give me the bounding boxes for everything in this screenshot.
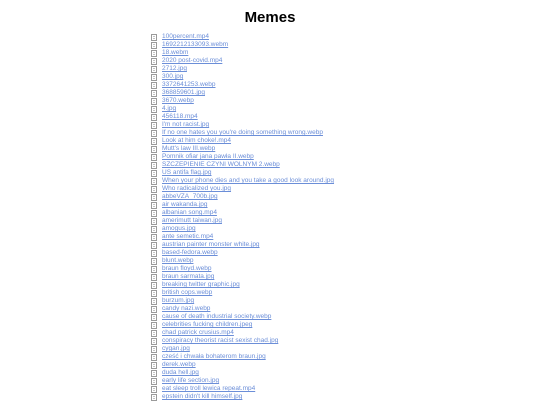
list-item	[151, 185, 334, 193]
list-item	[151, 145, 334, 153]
list-item	[151, 121, 334, 129]
list-item	[151, 225, 334, 233]
list-item	[151, 129, 334, 137]
list-item	[151, 313, 334, 321]
file-link[interactable]: based-fedora.webp	[162, 249, 218, 256]
file-icon	[151, 226, 157, 233]
file-link[interactable]: epstein didn't kill himself.jpg	[162, 393, 243, 400]
list-item	[151, 305, 334, 313]
file-icon	[151, 154, 157, 161]
file-icon	[151, 122, 157, 129]
list-item	[151, 73, 334, 81]
file-icon	[151, 74, 157, 81]
file-link[interactable]: conspiracy theorist racist sexist chad.jpg	[162, 337, 279, 344]
list-item	[151, 337, 334, 345]
list-item	[151, 137, 334, 145]
file-icon	[151, 162, 157, 169]
list-item	[151, 297, 334, 305]
list-item	[151, 249, 334, 257]
file-icon	[151, 82, 157, 89]
file-icon	[151, 202, 157, 209]
file-link[interactable]: SZCZEPIENIE CZYNI WOLNYM 2.webp	[162, 161, 280, 168]
file-link[interactable]: breaking twitter graphic.jpg	[162, 281, 240, 288]
file-link[interactable]: cześć i chwała bohaterom braun.jpg	[162, 353, 266, 360]
list-item	[151, 57, 334, 65]
file-icon	[151, 338, 157, 345]
file-link[interactable]: 100percent.mp4	[162, 33, 209, 40]
list-item	[151, 105, 334, 113]
file-icon	[151, 386, 157, 393]
file-link[interactable]: cause of death industrial society.webp	[162, 313, 272, 320]
list-item	[151, 377, 334, 385]
file-icon	[151, 354, 157, 361]
list-item	[151, 385, 334, 393]
file-icon	[151, 114, 157, 121]
file-icon	[151, 330, 157, 337]
file-icon	[151, 314, 157, 321]
file-link[interactable]: derek.webp	[162, 361, 196, 368]
list-item	[151, 89, 334, 97]
list-item	[151, 345, 334, 353]
file-icon	[151, 218, 157, 225]
list-item	[151, 393, 334, 401]
file-link[interactable]: ante semetic.mp4	[162, 233, 214, 240]
file-icon	[151, 58, 157, 65]
file-icon	[151, 66, 157, 73]
list-item	[151, 97, 334, 105]
file-link[interactable]: candy nazi.webp	[162, 305, 211, 312]
file-link[interactable]: Look at him choke!.mp4	[162, 137, 232, 144]
list-item	[151, 233, 334, 241]
file-icon	[151, 306, 157, 313]
list-item	[151, 281, 334, 289]
file-link[interactable]: duda hell.jpg	[162, 369, 199, 376]
file-icon	[151, 34, 157, 41]
list-item	[151, 265, 334, 273]
file-link[interactable]: Mutt's law III.webp	[162, 145, 216, 152]
file-icon	[151, 106, 157, 113]
file-icon	[151, 130, 157, 137]
file-link[interactable]: cygan.jpg	[162, 345, 190, 352]
list-item	[151, 209, 334, 217]
file-link[interactable]: burzum.jpg	[162, 297, 195, 304]
file-link[interactable]: 3372641253.webp	[162, 81, 216, 88]
file-link[interactable]: 4.jpg	[162, 105, 177, 112]
file-icon	[151, 194, 157, 201]
file-icon	[151, 282, 157, 289]
list-item	[151, 369, 334, 377]
file-link[interactable]: Who radicalized you.jpg	[162, 185, 232, 192]
list-item	[151, 161, 334, 169]
file-icon	[151, 290, 157, 297]
file-link[interactable]: austrian painter monster white.jpg	[162, 241, 260, 248]
list-item	[151, 241, 334, 249]
file-link[interactable]: 300.jpg	[162, 73, 184, 80]
file-icon	[151, 170, 157, 177]
page-title: Memes	[244, 9, 296, 26]
list-item	[151, 49, 334, 57]
file-link[interactable]: Pomnik ofiar jana pawła II.webp	[162, 153, 254, 160]
file-link[interactable]: 3670.webp	[162, 97, 194, 104]
file-link[interactable]: british cops.webp	[162, 289, 213, 296]
file-link[interactable]: early life section.jpg	[162, 377, 220, 384]
file-icon	[151, 266, 157, 273]
file-link[interactable]: 18.webm	[162, 49, 189, 56]
list-item	[151, 65, 334, 73]
file-icon	[151, 98, 157, 105]
file-link[interactable]: chad patrick crusius.mp4	[162, 329, 234, 336]
file-link[interactable]: blunt.webp	[162, 257, 194, 264]
file-icon	[151, 146, 157, 153]
list-item	[151, 329, 334, 337]
file-link[interactable]: amerimutt taiwan.jpg	[162, 217, 222, 224]
file-icon	[151, 178, 157, 185]
file-icon	[151, 250, 157, 257]
file-icon	[151, 234, 157, 241]
file-icon	[151, 138, 157, 145]
file-link[interactable]: I'm not racist.jpg	[162, 121, 210, 128]
file-icon	[151, 210, 157, 217]
file-icon	[151, 370, 157, 377]
list-item	[151, 153, 334, 161]
list-item	[151, 321, 334, 329]
file-icon	[151, 50, 157, 57]
file-icon	[151, 298, 157, 305]
file-link[interactable]: 2712.jpg	[162, 65, 187, 72]
file-link[interactable]: US antifa flag.jpg	[162, 169, 212, 176]
list-item	[151, 113, 334, 121]
file-link[interactable]: 456118.mp4	[162, 113, 198, 120]
file-link[interactable]: eat sleep troll lewica repeat.mp4	[162, 385, 256, 392]
file-link[interactable]: celebrities fucking children.jpeg	[162, 321, 253, 328]
file-icon	[151, 394, 157, 401]
file-icon	[151, 378, 157, 385]
file-link[interactable]: If no one hates you you're doing something wrong.webp	[162, 129, 323, 136]
list-item	[151, 41, 334, 49]
file-icon	[151, 90, 157, 97]
file-icon	[151, 258, 157, 265]
list-item	[151, 361, 334, 369]
file-icon	[151, 242, 157, 249]
file-link[interactable]: When your phone dies and you take a good look around.jpg	[162, 177, 335, 184]
file-icon	[151, 42, 157, 49]
file-link[interactable]: braun floyd.webp	[162, 265, 212, 272]
file-link[interactable]: abbeVZA_700b.jpg	[162, 193, 218, 200]
list-item	[151, 81, 334, 89]
list-item	[151, 201, 334, 209]
file-link[interactable]: air wakanda.jpg	[162, 201, 208, 208]
file-icon	[151, 274, 157, 281]
file-link[interactable]: amogus.jpg	[162, 225, 196, 232]
file-link[interactable]: 1692212133093.webm	[162, 41, 229, 48]
list-item	[151, 289, 334, 297]
file-icon	[151, 362, 157, 369]
list-item	[151, 33, 334, 41]
list-item	[151, 169, 334, 177]
list-item	[151, 257, 334, 265]
file-list	[151, 33, 334, 401]
file-link[interactable]: albanian song.mp4	[162, 209, 217, 216]
list-item	[151, 177, 334, 185]
file-link[interactable]: 2020 post-covid.mp4	[162, 57, 223, 64]
file-link[interactable]: braun sarmata.jpg	[162, 273, 215, 280]
list-item	[151, 353, 334, 361]
list-item	[151, 217, 334, 225]
file-icon	[151, 322, 157, 329]
file-link[interactable]: 368859601.jpg	[162, 89, 206, 96]
file-icon	[151, 346, 157, 353]
list-item	[151, 193, 334, 201]
list-item	[151, 273, 334, 281]
file-icon	[151, 186, 157, 193]
